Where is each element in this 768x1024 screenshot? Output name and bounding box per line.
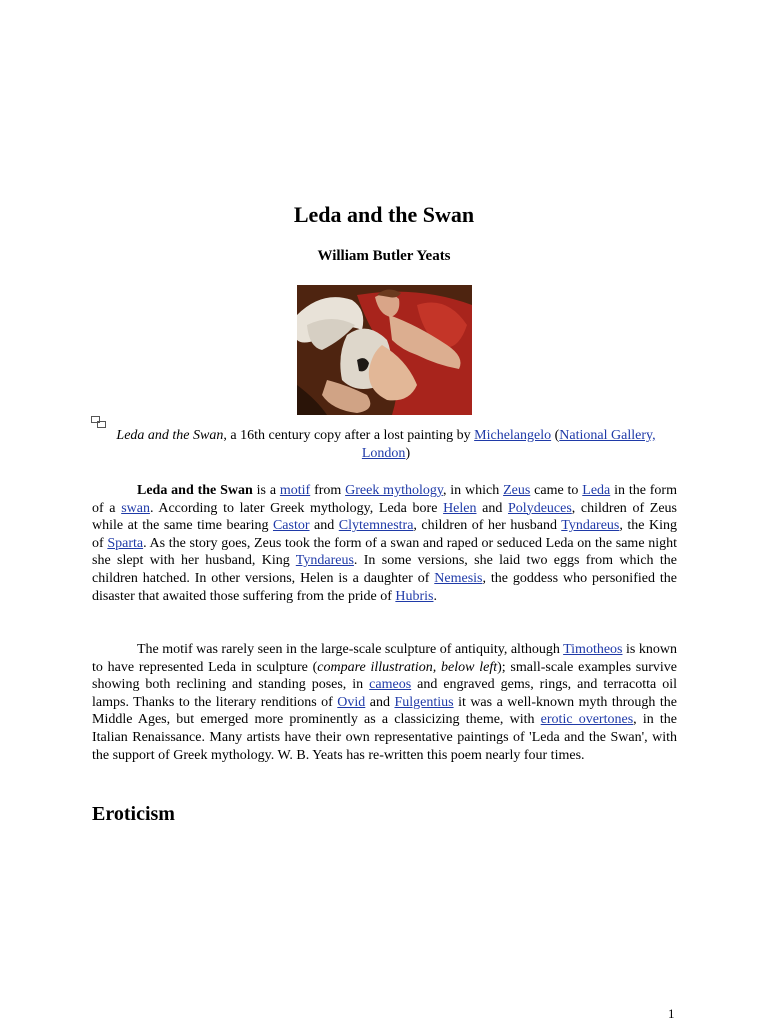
link-ovid[interactable]: Ovid — [337, 694, 366, 710]
page-number: 1 — [668, 1006, 675, 1021]
link-tyndareus[interactable]: Tyndareus — [561, 518, 620, 534]
figure-caption: Leda and the Swan, a 16th century copy after a lost painting by Michelangelo (National Gallery, London) — [116, 428, 656, 461]
link-erotic-overtones[interactable]: erotic overtones — [540, 712, 634, 728]
bold-term: Leda and the Swan — [137, 483, 253, 498]
compare-illustration-note: compare illustration, below left — [317, 659, 498, 675]
link-swan[interactable]: swan — [121, 500, 150, 516]
painting-image — [297, 285, 472, 415]
link-helen[interactable]: Helen — [443, 500, 477, 516]
document-title: Leda and the Swan — [293, 202, 475, 227]
paragraph-intro: Leda and the Swan is a motif from Greek mythology, in which Zeus came to Leda in the form of a swan. According to later Greek mythology, Leda bore Helen and Polydeuces, children of Zeus while at the same time bearing Castor and Clytemnestra, children of her husband Tyndareus, the King of Sparta. As the story goes, Zeus took the form of a swan and raped or seduced Leda on the same night she slept with her husband, King Tyndareus. In some versions, she laid two eggs from which the children hatched. In other versions, Helen is a daughter of Nemesis, the goddess who personified the disaster that awaited those suffering from the pride of Hubris. — [92, 483, 678, 604]
link-national-gallery[interactable]: National Gallery, London — [361, 428, 656, 461]
section-heading-eroticism: Eroticism — [92, 803, 175, 825]
document-author: William Butler Yeats — [317, 248, 451, 264]
link-cameos[interactable]: cameos — [369, 677, 412, 693]
link-tyndareus-king[interactable]: Tyndareus — [295, 553, 354, 569]
link-sparta[interactable]: Sparta — [107, 535, 144, 551]
link-timotheos[interactable]: Timotheos — [563, 642, 623, 657]
link-zeus[interactable]: Zeus — [503, 483, 531, 498]
link-nemesis[interactable]: Nemesis — [434, 570, 483, 586]
caption-title: Leda and the Swan — [116, 428, 224, 443]
paragraph-motif-history: The motif was rarely seen in the large-scale sculpture of antiquity, although Timotheos is known to have represented Leda in sculpture (compare illustration, below left); small-scale examples survive showing both reclining and standing poses, in cameos and engraved gems, rings, and terracotta oil lamps. Thanks to the literary renditions of Ovid and Fulgentius it was a well-known myth through the Middle Ages, but emerged more prominently as a classicizing theme, with erotic overtones, in the Italian Renaissance. Many artists have their own representative paintings of 'Leda and the Swan', with the support of Greek mythology. W. B. Yeats has re-written this poem nearly four times. — [92, 642, 678, 763]
link-michelangelo[interactable]: Michelangelo — [474, 428, 552, 443]
link-fulgentius[interactable]: Fulgentius — [394, 694, 454, 710]
painting-illustration — [297, 285, 472, 415]
link-clytemnestra[interactable]: Clytemnestra — [338, 518, 414, 534]
link-polydeuces[interactable]: Polydeuces — [508, 500, 572, 516]
link-greek-mythology[interactable]: Greek mythology — [345, 483, 443, 498]
link-castor[interactable]: Castor — [272, 518, 310, 534]
link-leda[interactable]: Leda — [582, 483, 611, 498]
link-motif[interactable]: motif — [279, 483, 311, 498]
link-hubris[interactable]: Hubris — [395, 588, 434, 604]
image-anchor-icon[interactable] — [91, 416, 107, 428]
